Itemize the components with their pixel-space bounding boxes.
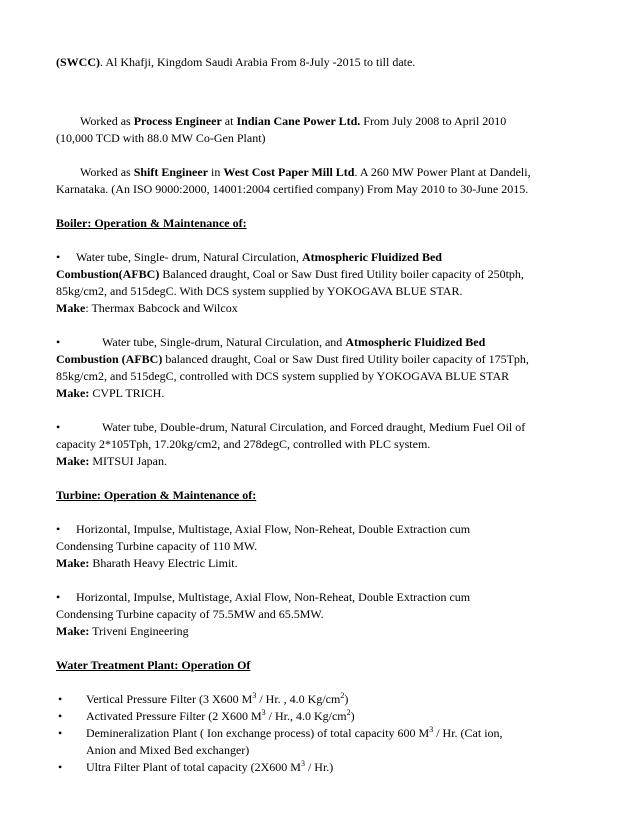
bullet: • [56,250,61,264]
boiler3-desc2: capacity 2*105Tph, 17.20kg/cm2, and 278degC, controlled with PLC system. [56,437,431,451]
wtp2-sup2: 2 [346,708,351,717]
wtp-list [56,691,586,776]
job1-detail: (10,000 TCD with 88.0 MW Co-Gen Plant) [56,131,266,145]
turbine-heading: Turbine: Operation & Maintenance of: [56,488,257,502]
job-process-engineer [56,113,586,130]
job2-pre: Worked as [80,165,134,179]
boiler2-make-label: Make: [56,386,90,400]
bullet: • [58,692,63,706]
boiler1-type: Atmospheric Fluidized Bed [301,250,442,264]
boiler-item-2 [56,334,586,402]
boiler3-make-label: Make: [56,454,90,468]
turbine2-make-label: Make: [56,624,90,638]
job1-period: From July 2008 to April 2010 [360,114,507,128]
job1-pre: Worked as [80,114,134,128]
wtp4-sup: 3 [300,759,305,768]
turbine2-make: Triveni Engineering [89,624,189,638]
wtp2-text: Activated Pressure Filter (2 X600 M [86,709,262,723]
wtp2-sup: 3 [261,708,266,717]
job2-detail: Karnataka. (An ISO 9000:2000, 14001:2004 certified company) From May 2010 to 30-June 2015. [56,182,529,196]
wtp3-text3: Anion and Mixed Bed exchanger) [86,743,250,757]
bullet: • [56,335,61,349]
intro-text: . Al Khafji, Kingdom Saudi Arabia From 8-July -2015 to till date. [100,55,416,69]
wtp1-text: Vertical Pressure Filter (3 X600 M [86,692,253,706]
wtp1-sup: 3 [252,691,257,700]
boiler2-desc: Water tube, Single-drum, Natural Circulation, and [102,335,346,349]
bullet: • [56,420,61,434]
bullet: • [58,709,63,723]
bullet: • [58,726,63,740]
boiler-heading: Boiler: Operation & Maintenance of: [56,216,247,230]
boiler2-desc3: 85kg/cm2, and 515degC, controlled with DCS system supplied by YOKOGAVA BLUE STAR [56,369,510,383]
list-item [56,725,586,759]
boiler-item-1 [56,249,586,317]
intro-org: (SWCC) [56,55,100,69]
boiler-item-3 [56,419,586,470]
job1-company: Indian Cane Power Ltd. [236,114,361,128]
wtp3-text2: / Hr. (Cat ion, [433,726,503,740]
boiler1-make-label: Make [56,301,86,315]
job1-at: at [221,114,237,128]
bullet: • [56,522,61,536]
boiler2-type-abbr: Combustion (AFBC) [56,352,163,366]
boiler1-type-abbr: Combustion(AFBC) [56,267,160,281]
wtp3-sup: 3 [429,725,434,734]
bullet: • [56,590,61,604]
turbine1-make: Bharath Heavy Electric Limit. [89,556,238,570]
list-item [56,708,586,725]
turbine1-make-label: Make: [56,556,90,570]
boiler1-make: : Thermax Babcock and Wilcox [85,301,238,315]
boiler2-make: CVPL TRICH. [89,386,165,400]
job2-rest: . A 260 MW Power Plant at Dandeli, [354,165,531,179]
turbine2-desc: Horizontal, Impulse, Multistage, Axial Flow, Non-Reheat, Double Extraction cum [76,590,471,604]
turbine-item-1 [56,521,586,572]
boiler3-desc: Water tube, Double-drum, Natural Circulation, and Forced draught, Medium Fuel Oil of [102,420,526,434]
job2-company: West Cost Paper Mill Ltd [223,165,355,179]
turbine2-desc2: Condensing Turbine capacity of 75.5MW and 65.5MW. [56,607,324,621]
wtp3-text: Demineralization Plant ( Ion exchange process) of total capacity 600 M [86,726,430,740]
bullet: • [58,760,63,774]
job2-role: Shift Engineer [133,165,209,179]
wtp-heading: Water Treatment Plant: Operation Of [56,658,251,672]
wtp4-text2: / Hr.) [304,760,334,774]
turbine1-desc: Horizontal, Impulse, Multistage, Axial Flow, Non-Reheat, Double Extraction cum [76,522,471,536]
wtp1-text3: ) [344,692,349,706]
resume-page [56,54,586,776]
wtp2-text2: / Hr., 4.0 Kg/cm [265,709,347,723]
boiler2-type: Atmospheric Fluidized Bed [345,335,486,349]
boiler1-desc2: Balanced draught, Coal or Saw Dust fired Utility boiler capacity of 250tph, [159,267,524,281]
boiler2-desc2: balanced draught, Coal or Saw Dust fired Utility boiler capacity of 175Tph, [162,352,529,366]
job2-in: in [208,165,224,179]
wtp1-sup2: 2 [340,691,345,700]
turbine-item-2 [56,589,586,640]
boiler1-desc: Water tube, Single- drum, Natural Circulation, [76,250,302,264]
intro-line [56,54,586,71]
list-item [56,759,586,776]
wtp4-text: Ultra Filter Plant of total capacity (2X600 M [86,760,301,774]
wtp2-text3: ) [350,709,355,723]
wtp1-text2: / Hr. , 4.0 Kg/cm [256,692,341,706]
list-item [56,691,586,708]
job-shift-engineer [56,164,586,181]
turbine1-desc2: Condensing Turbine capacity of 110 MW. [56,539,258,553]
boiler3-make: MITSUI Japan. [89,454,167,468]
job1-role: Process Engineer [133,114,222,128]
boiler1-desc3: 85kg/cm2, and 515degC. With DCS system supplied by YOKOGAVA BLUE STAR. [56,284,463,298]
